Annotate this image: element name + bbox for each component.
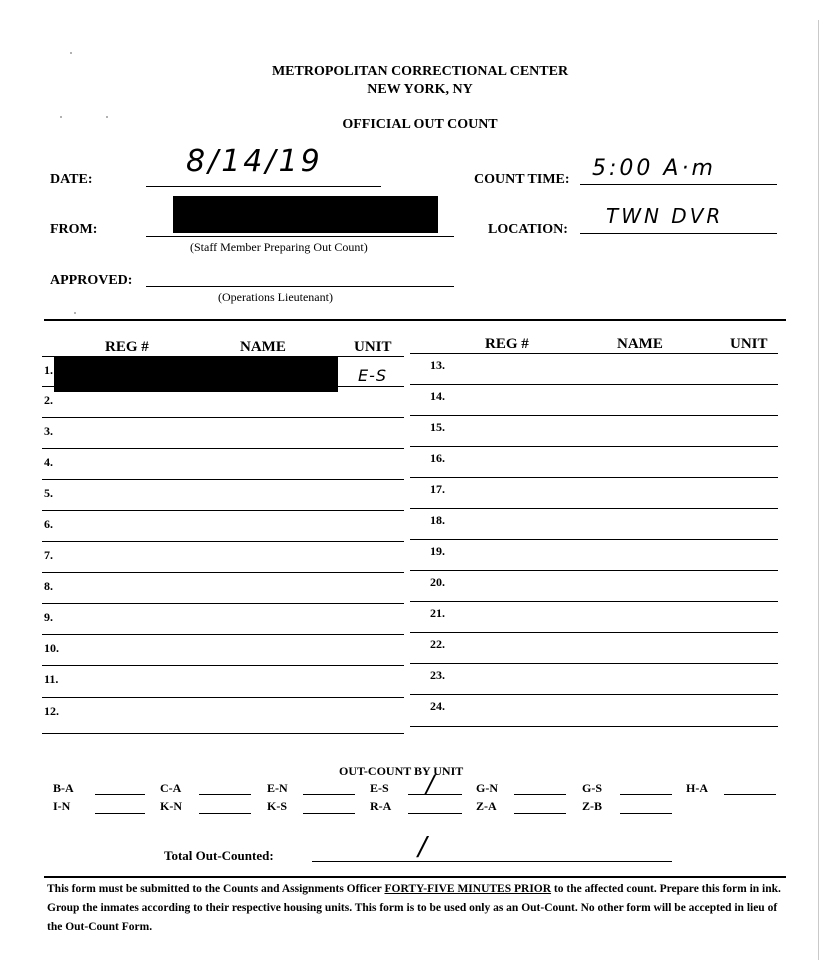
- right-row-18-number: 18.: [430, 513, 445, 527]
- left-row-line: [42, 479, 404, 480]
- unit-label-e-n: E-N: [267, 781, 288, 795]
- right-row-line: [410, 570, 778, 571]
- unit-blank-r-a[interactable]: [408, 813, 462, 814]
- right-row-line: [410, 477, 778, 478]
- left-row-8-number: 8.: [44, 579, 53, 593]
- footer-text-after: to the affected count. Prepare this form in ink. Group the inmates according to their respective housing units. This form is to be used only as an Out-Count. No other form will be accepted in lieu of the Out-Count Form.: [47, 883, 781, 933]
- left-row-7-number: 7.: [44, 548, 53, 562]
- unit-blank-b-a[interactable]: [95, 794, 145, 795]
- unit-blank-c-a[interactable]: [199, 794, 251, 795]
- footer-emphasis: FORTY-FIVE MINUTES PRIOR: [384, 883, 552, 895]
- left-name-header: NAME: [240, 339, 286, 355]
- section-divider: [44, 319, 786, 321]
- left-row-line: [42, 417, 404, 418]
- count-time-line: [580, 184, 777, 185]
- from-label: FROM:: [50, 222, 98, 237]
- location-label: LOCATION:: [488, 222, 568, 237]
- right-name-header: NAME: [617, 336, 663, 352]
- right-row-line: [410, 663, 778, 664]
- unit-label-k-s: K-S: [267, 799, 288, 813]
- unit-blank-g-s[interactable]: [620, 794, 672, 795]
- unit-label-g-s: G-S: [582, 781, 603, 795]
- right-table-bottom-line: [410, 726, 778, 727]
- left-row-1-number: 1.: [44, 363, 53, 377]
- total-line[interactable]: [312, 861, 672, 862]
- unit-blank-k-n[interactable]: [199, 813, 251, 814]
- right-row-22-number: 22.: [430, 637, 445, 651]
- right-row-line: [410, 694, 778, 695]
- right-row-16-number: 16.: [430, 451, 445, 465]
- left-row-12-number: 12.: [44, 704, 59, 718]
- total-label: Total Out-Counted:: [164, 848, 274, 863]
- left-row-line: [42, 697, 404, 698]
- left-row-1-unit[interactable]: E-S: [358, 366, 388, 385]
- footer-text-before: This form must be submitted to the Counts and Assignments Officer: [47, 883, 385, 895]
- right-row-13-number: 13.: [430, 358, 445, 372]
- left-row-line: [42, 665, 404, 666]
- from-line: [146, 236, 454, 237]
- unit-label-b-a: B-A: [53, 781, 74, 795]
- scan-speck: [74, 312, 76, 314]
- unit-label-z-b: Z-B: [582, 799, 603, 813]
- unit-label-c-a: C-A: [160, 781, 182, 795]
- left-row-line: [42, 448, 404, 449]
- left-unit-header: UNIT: [354, 339, 392, 355]
- count-time-label: COUNT TIME:: [474, 172, 570, 187]
- left-row-line: [42, 510, 404, 511]
- unit-blank-k-s[interactable]: [303, 813, 355, 814]
- redacted-staff-name: [173, 196, 438, 233]
- unit-blank-e-n[interactable]: [303, 794, 355, 795]
- right-row-23-number: 23.: [430, 668, 445, 682]
- right-reg-header: REG #: [485, 336, 529, 352]
- right-row-line: [410, 601, 778, 602]
- unit-blank-z-b[interactable]: [620, 813, 672, 814]
- unit-blank-z-a[interactable]: [514, 813, 566, 814]
- left-row-4-number: 4.: [44, 455, 53, 469]
- right-row-line: [410, 632, 778, 633]
- unit-label-e-s: E-S: [370, 781, 389, 795]
- right-row-21-number: 21.: [430, 606, 445, 620]
- left-row-11-number: 11.: [44, 672, 59, 686]
- form-title: OFFICIAL OUT COUNT: [342, 117, 498, 132]
- right-row-line: [410, 539, 778, 540]
- left-table-bottom-line: [42, 733, 404, 734]
- left-row-line: [42, 386, 404, 387]
- total-value[interactable]: /: [418, 832, 430, 862]
- location-value[interactable]: TWN DVR: [606, 204, 724, 228]
- unit-label-g-n: G-N: [476, 781, 498, 795]
- right-row-line: [410, 446, 778, 447]
- institution-location: NEW YORK, NY: [367, 82, 473, 97]
- left-row-3-number: 3.: [44, 424, 53, 438]
- left-row-9-number: 9.: [44, 610, 53, 624]
- approved-caption: (Operations Lieutenant): [218, 290, 333, 304]
- date-line: [146, 186, 381, 187]
- right-row-line: [410, 384, 778, 385]
- unit-label-h-a: H-A: [686, 781, 708, 795]
- right-row-14-number: 14.: [430, 389, 445, 403]
- unit-blank-i-n[interactable]: [95, 813, 145, 814]
- footer-divider: [44, 876, 786, 878]
- date-value[interactable]: 8/14/19: [186, 144, 323, 179]
- unit-label-i-n: I-N: [53, 799, 71, 813]
- left-row-6-number: 6.: [44, 517, 53, 531]
- left-row-5-number: 5.: [44, 486, 53, 500]
- unit-blank-g-n[interactable]: [514, 794, 566, 795]
- approved-line: [146, 286, 454, 287]
- left-row-line: [42, 603, 404, 604]
- right-row-24-number: 24.: [430, 699, 445, 713]
- right-row-19-number: 19.: [430, 544, 445, 558]
- left-row-line: [42, 572, 404, 573]
- date-label: DATE:: [50, 172, 93, 187]
- right-row-15-number: 15.: [430, 420, 445, 434]
- from-caption: (Staff Member Preparing Out Count): [190, 240, 368, 254]
- left-row-10-number: 10.: [44, 641, 59, 655]
- left-row-line: [42, 541, 404, 542]
- right-row-20-number: 20.: [430, 575, 445, 589]
- count-time-value[interactable]: 5:00 A·m: [592, 156, 716, 181]
- institution-name: METROPOLITAN CORRECTIONAL CENTER: [271, 64, 569, 79]
- left-row-line: [42, 634, 404, 635]
- left-reg-header: REG #: [105, 339, 149, 355]
- unit-label-r-a: R-A: [370, 799, 392, 813]
- unit-label-k-n: K-N: [160, 799, 182, 813]
- right-row-line: [410, 508, 778, 509]
- right-unit-header: UNIT: [730, 336, 768, 352]
- scan-speck: [70, 52, 72, 54]
- right-row-line: [410, 415, 778, 416]
- out-count-title: OUT-COUNT BY UNIT: [339, 764, 464, 778]
- approved-label: APPROVED:: [50, 273, 133, 288]
- left-row-2-number: 2.: [44, 393, 53, 407]
- right-header-line: [410, 353, 778, 354]
- scan-edge-line: [818, 20, 819, 960]
- right-row-17-number: 17.: [430, 482, 445, 496]
- unit-e-s-mark[interactable]: /: [426, 770, 438, 798]
- unit-blank-h-a[interactable]: [724, 794, 776, 795]
- location-line: [580, 233, 777, 234]
- footer-instructions: [47, 880, 787, 937]
- unit-label-z-a: Z-A: [476, 799, 497, 813]
